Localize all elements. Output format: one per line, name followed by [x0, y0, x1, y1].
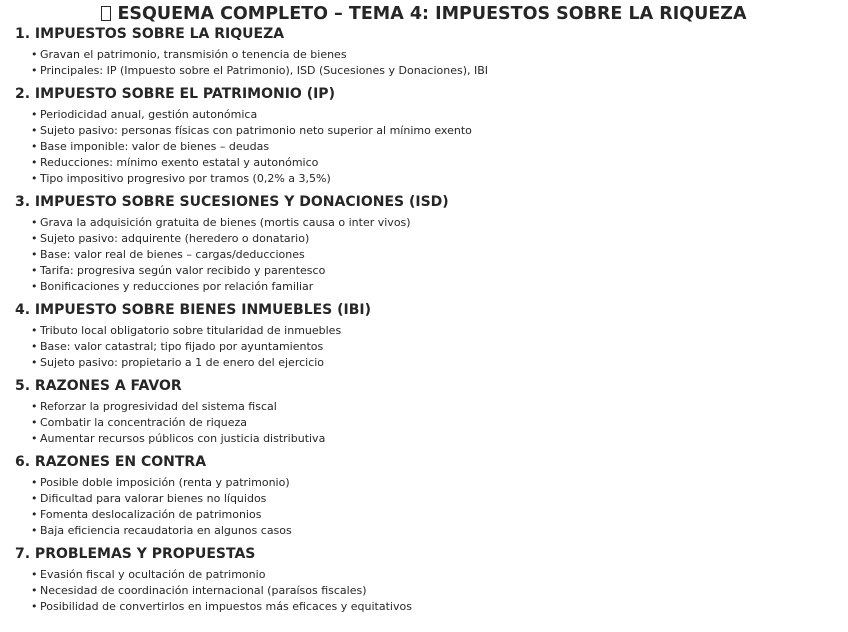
- list-item-text: Tributo local obligatorio sobre titularidad de inmuebles: [40, 324, 342, 337]
- outline-section: [15, 300, 835, 371]
- section-heading: 1. IMPUESTOS SOBRE LA RIQUEZA: [15, 26, 285, 42]
- list-item: [15, 431, 835, 447]
- bullet-list: [15, 47, 835, 79]
- list-item: [15, 523, 835, 539]
- list-item: [15, 155, 835, 171]
- list-item-text: Sujeto pasivo: personas físicas con patrimonio neto superior al mínimo exento: [40, 124, 472, 137]
- list-item: [15, 567, 835, 583]
- list-item: [15, 507, 835, 523]
- bullet-list: [15, 215, 835, 295]
- list-item-text: Tipo impositivo progresivo por tramos (0,2% a 3,5%): [40, 172, 331, 185]
- list-item: [15, 247, 835, 263]
- bullet-icon: •: [31, 280, 38, 293]
- bullet-icon: •: [31, 340, 38, 353]
- bullet-icon: •: [31, 356, 38, 369]
- list-item-text: Baja eficiencia recaudatoria en algunos casos: [40, 524, 292, 537]
- list-item: [15, 583, 835, 599]
- list-item: [15, 339, 835, 355]
- bullet-icon: •: [31, 232, 38, 245]
- list-item-text: Principales: IP (Impuesto sobre el Patrimonio), ISD (Sucesiones y Donaciones), IBI: [40, 64, 489, 77]
- list-item: [15, 63, 835, 79]
- list-item-text: Aumentar recursos públicos con justicia distributiva: [40, 432, 326, 445]
- bullet-icon: •: [31, 324, 38, 337]
- bullet-icon: •: [31, 400, 38, 413]
- list-item: [15, 475, 835, 491]
- list-item-text: Base: valor real de bienes – cargas/deducciones: [40, 248, 305, 261]
- list-item-text: Base: valor catastral; tipo fijado por ayuntamientos: [40, 340, 324, 353]
- section-heading: 7. PROBLEMAS Y PROPUESTAS: [15, 546, 256, 562]
- list-item: [15, 231, 835, 247]
- bullet-icon: •: [31, 492, 38, 505]
- list-item-text: Necesidad de coordinación internacional (paraísos fiscales): [40, 584, 367, 597]
- section-heading: 6. RAZONES EN CONTRA: [15, 454, 207, 470]
- bullet-icon: •: [31, 140, 38, 153]
- list-item: [15, 491, 835, 507]
- list-item-text: Sujeto pasivo: adquirente (heredero o donatario): [40, 232, 310, 245]
- list-item: [15, 47, 835, 63]
- clipboard-icon: [101, 6, 111, 21]
- bullet-icon: •: [31, 476, 38, 489]
- list-item-text: Sujeto pasivo: propietario a 1 de enero del ejercicio: [40, 356, 325, 369]
- bullet-icon: •: [31, 584, 38, 597]
- bullet-list: [15, 107, 835, 187]
- bullet-list: [15, 567, 835, 615]
- list-item-text: Evasión fiscal y ocultación de patrimonio: [40, 568, 266, 581]
- list-item: [15, 399, 835, 415]
- list-item-text: Tarifa: progresiva según valor recibido y parentesco: [40, 264, 326, 277]
- outline: [15, 24, 835, 620]
- section-heading: 3. IMPUESTO SOBRE SUCESIONES Y DONACIONES (ISD): [15, 194, 449, 210]
- bullet-icon: •: [31, 156, 38, 169]
- bullet-icon: •: [31, 264, 38, 277]
- list-item-text: Periodicidad anual, gestión autonómica: [40, 108, 258, 121]
- list-item: [15, 323, 835, 339]
- list-item-text: Reducciones: mínimo exento estatal y autonómico: [40, 156, 319, 169]
- bullet-icon: •: [31, 172, 38, 185]
- list-item-text: Base imponible: valor de bienes – deudas: [40, 140, 270, 153]
- list-item: [15, 123, 835, 139]
- bullet-icon: •: [31, 416, 38, 429]
- list-item-text: Reforzar la progresividad del sistema fiscal: [40, 400, 277, 413]
- bullet-icon: •: [31, 600, 38, 613]
- bullet-icon: •: [31, 216, 38, 229]
- bullet-icon: •: [31, 48, 38, 61]
- bullet-list: [15, 399, 835, 447]
- list-item: [15, 263, 835, 279]
- list-item-text: Bonificaciones y reducciones por relación familiar: [40, 280, 314, 293]
- document-title-row: [0, 4, 848, 24]
- bullet-list: [15, 323, 835, 371]
- bullet-icon: •: [31, 568, 38, 581]
- list-item-text: Posible doble imposición (renta y patrimonio): [40, 476, 290, 489]
- list-item-text: Fomenta deslocalización de patrimonios: [40, 508, 262, 521]
- list-item-text: Gravan el patrimonio, transmisión o tenencia de bienes: [40, 48, 347, 61]
- list-item: [15, 279, 835, 295]
- list-item: [15, 355, 835, 371]
- list-item-text: Combatir la concentración de riqueza: [40, 416, 248, 429]
- bullet-icon: •: [31, 64, 38, 77]
- section-heading: 2. IMPUESTO SOBRE EL PATRIMONIO (IP): [15, 86, 335, 102]
- outline-section: [15, 452, 835, 539]
- list-item: [15, 215, 835, 231]
- outline-section: [15, 192, 835, 295]
- list-item-text: Posibilidad de convertirlos en impuestos más eficaces y equitativos: [40, 600, 412, 613]
- list-item: [15, 599, 835, 615]
- list-item: [15, 139, 835, 155]
- section-heading: 4. IMPUESTO SOBRE BIENES INMUEBLES (IBI): [15, 302, 372, 318]
- outline-section: [15, 84, 835, 187]
- list-item-text: Grava la adquisición gratuita de bienes (mortis causa o inter vivos): [40, 216, 411, 229]
- outline-section: [15, 544, 835, 615]
- document-title: ESQUEMA COMPLETO – TEMA 4: IMPUESTOS SOBRE LA RIQUEZA: [117, 4, 747, 24]
- bullet-icon: •: [31, 248, 38, 261]
- list-item: [15, 107, 835, 123]
- outline-section: [15, 24, 835, 79]
- list-item: [15, 171, 835, 187]
- bullet-icon: •: [31, 108, 38, 121]
- section-heading: 5. RAZONES A FAVOR: [15, 378, 182, 394]
- list-item-text: Dificultad para valorar bienes no líquidos: [40, 492, 267, 505]
- bullet-list: [15, 475, 835, 539]
- outline-section: [15, 376, 835, 447]
- bullet-icon: •: [31, 524, 38, 537]
- bullet-icon: •: [31, 124, 38, 137]
- bullet-icon: •: [31, 508, 38, 521]
- bullet-icon: •: [31, 432, 38, 445]
- list-item: [15, 415, 835, 431]
